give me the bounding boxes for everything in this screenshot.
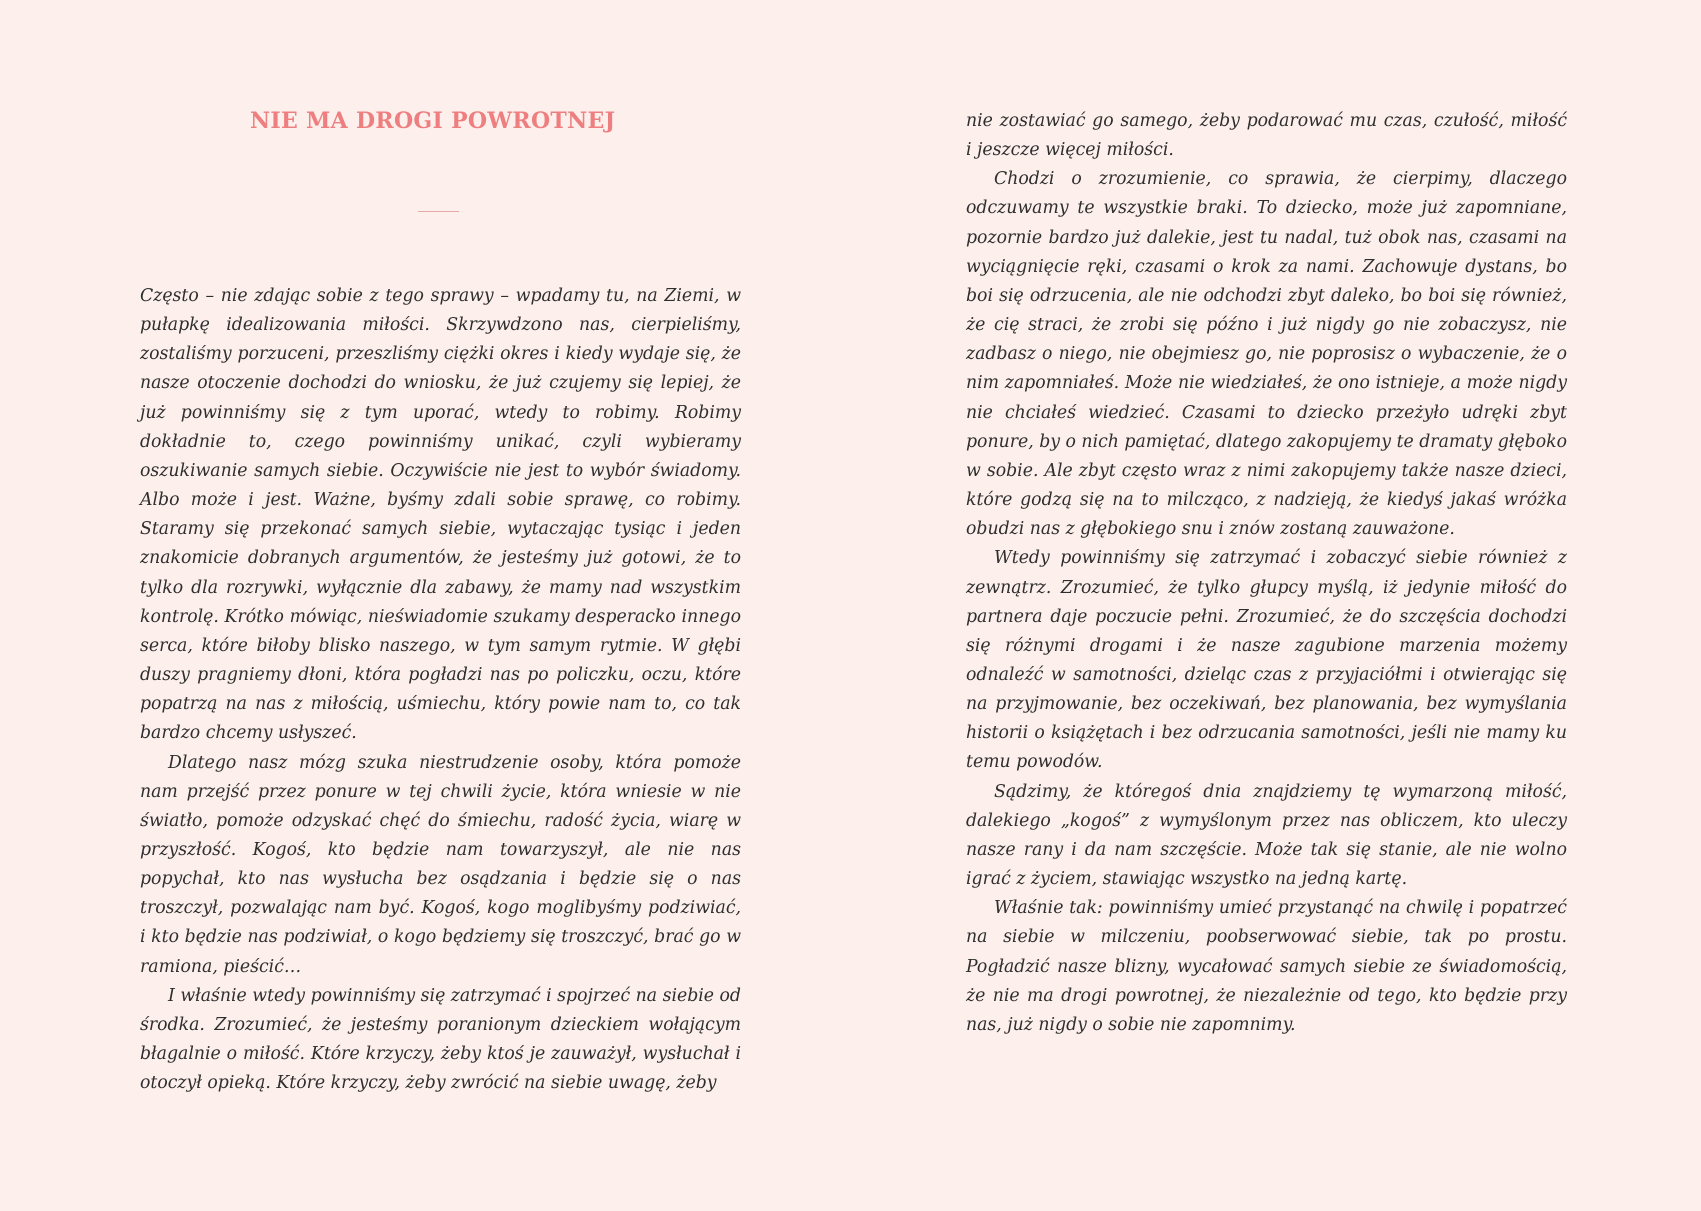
right-page-text xyxy=(966,107,1567,1040)
paragraph: Właśnie tak: powinniśmy umieć przystanąć na chwilę i popatrzeć na siebie w milczeniu, poobserwować siebie, tak po prostu. Pogładzić nasze blizny, wycałować samych siebie ze świadomością, że nie ma drogi powrotnej, że niezależnie od tego, kto będzie przy nas, już nigdy o sobie nie zapomnimy. xyxy=(966,898,1567,1035)
left-page xyxy=(0,0,850,1211)
chapter-title: NIE MA DROGI POWROTNEJ xyxy=(250,108,616,134)
right-page xyxy=(850,0,1701,1211)
paragraph: Chodzi o zrozumienie, co sprawia, że cierpimy, dlaczego odczuwamy te wszystkie braki. To dziecko, może już zapomniane, pozornie bardzo już dalekie, jest tu nadal, tuż obok nas, czasami na wyciągnięcie ręki, czasami o krok za nami. Zachowuje dystans, bo boi się odrzucenia, ale nie odchodzi zbyt daleko, bo boi się również, że cię straci, że zrobi się późno i już nigdy go nie zobaczysz, nie zadbasz o niego, nie obejmiesz go, nie poprosisz o wybaczenie, że o nim zapomniałeś. Może nie wiedziałeś, że ono istnieje, a może nigdy nie chciałeś wiedzieć. Czasami to dziecko przeżyło udręki zbyt ponure, by o nich pamiętać, dlatego zakopujemy te dramaty głęboko w sobie. Ale zbyt często wraz z nimi zakopujemy także nasze dzieci, które godzą się na to milcząco, z nadzieją, że kiedyś jakaś wróżka obudzi nas z głębokiego snu i znów zostaną zauważone. xyxy=(966,169,1567,540)
paragraph: Często – nie zdając sobie z tego sprawy – wpadamy tu, na Ziemi, w pułapkę idealizowania miłości. Skrzywdzono nas, cierpieliśmy, zostaliśmy porzuceni, przeszliśmy ciężki okres i kiedy wydaje się, że nasze otoczenie dochodzi do wniosku, że już czujemy się lepiej, że już powinniśmy się z tym uporać, wtedy to robimy. Robimy dokładnie to, czego powinniśmy unikać, czyli wybieramy oszukiwanie samych siebie. Oczywiście nie jest to wybór świadomy. Albo może i jest. Ważne, byśmy zdali sobie sprawę, co robimy. Staramy się przekonać samych siebie, wytaczając tysiąc i jeden znakomicie dobranych argumentów, że jesteśmy już gotowi, że to tylko dla rozrywki, wyłącznie dla zabawy, że mamy nad wszystkim kontrolę. Krótko mówiąc, nieświadomie szukamy desperacko innego serca, które biłoby blisko naszego, w tym samym rytmie. W głębi duszy pragniemy dłoni, która pogładzi nas po policzku, oczu, które popatrzą na nas z miłością, uśmiechu, który powie nam to, co tak bardzo chcemy usłyszeć. xyxy=(140,286,741,744)
left-page-text xyxy=(140,282,741,1098)
paragraph: Wtedy powinniśmy się zatrzymać i zobaczyć siebie również z zewnątrz. Zrozumieć, że tylko głupcy myślą, iż jedynie miłość do partnera daje poczucie pełni. Zrozumieć, że do szczęścia dochodzi się różnymi drogami i że nasze zagubione marzenia możemy odnaleźć w samotności, dzieląc czas z przyjaciółmi i otwierając się na przyjmowanie, bez oczekiwań, bez planowania, bez wymyślania historii o książętach i bez odrzucania samotności, jeśli nie mamy ku temu powodów. xyxy=(966,548,1567,773)
paragraph: Dlatego nasz mózg szuka niestrudzenie osoby, która pomoże nam przejść przez ponure w tej chwili życie, która wniesie w nie światło, pomoże odzyskać chęć do śmiechu, radość życia, wiarę w przyszłość. Kogoś, kto będzie nam towarzyszył, ale nie nas popychał, kto nas wysłucha bez osądzania i będzie się o nas troszczył, pozwalając nam być. Kogoś, kogo moglibyśmy podziwiać, i kto będzie nas podziwiał, o kogo będziemy się troszczyć, brać go w ramiona, pieścić… xyxy=(140,752,741,977)
title-divider xyxy=(418,211,459,212)
paragraph: nie zostawiać go samego, żeby podarować mu czas, czułość, miłość i jeszcze więcej miłości. xyxy=(966,111,1567,161)
paragraph: Sądzimy, że któregoś dnia znajdziemy tę wymarzoną miłość, dalekiego „kogoś” z wymyślonym przez nas obliczem, kto uleczy nasze rany i da nam szczęście. Może tak się stanie, ale nie wolno igrać z życiem, stawiając wszystko na jedną kartę. xyxy=(966,781,1567,890)
paragraph: I właśnie wtedy powinniśmy się zatrzymać i spojrzeć na siebie od środka. Zrozumieć, że jesteśmy poranionym dzieckiem wołającym błagalnie o miłość. Które krzyczy, żeby ktoś je zauważył, wysłuchał i otoczył opieką. Które krzyczy, żeby zwrócić na siebie uwagę, żeby xyxy=(140,985,741,1094)
